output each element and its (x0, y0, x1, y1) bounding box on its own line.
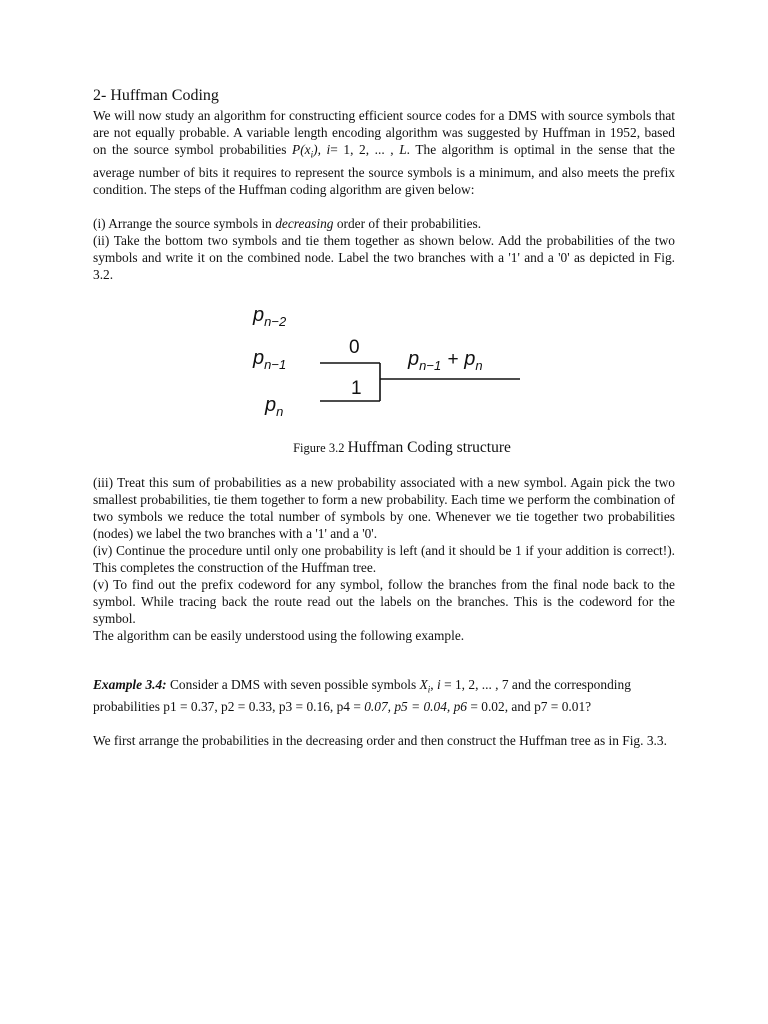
step-4: (iv) Continue the procedure until only one probability is left (and it should be 1 if your addition is correct!). This completes the construction of the Huffman tree. (93, 542, 675, 575)
huffman-figure (93, 293, 675, 443)
branch-0-label: 0 (349, 336, 360, 358)
intro-math-p: P(x (292, 142, 311, 157)
intro-L: L (399, 142, 407, 157)
example-i: i (437, 676, 441, 692)
intro-math-sub: i (310, 149, 314, 160)
example-X-sub: i (427, 684, 431, 695)
intro-text-c: . The algorithm is optimal in the sense that the average number of bits it requires to represent the source symbols is a minimum, and also meets the prefix condition. The steps of the Huffman coding algorithm are given below: (93, 142, 676, 197)
example-p4-values: 0.07, p5 = 0.04, p6 (364, 699, 468, 715)
label-p-n-1: $p_{n-1}$ (253, 346, 287, 372)
intro-text-a: We will now study an algorithm for constructing efficient source codes for a DMS with source symbols that are not equally probable. A variable length encoding algorithm was suggested by Huffman in 1952, based on the source symbol probabilities (93, 108, 675, 157)
example-label: Example 3.4: (93, 676, 167, 692)
intro-text-b: = 1, 2, ... , (330, 142, 400, 157)
combined-node-label: $p_{n-1} + p_n$ (408, 347, 483, 373)
intro-paragraph (93, 107, 675, 198)
step-1-emphasis: decreasing (275, 215, 334, 231)
intro-math-close: ), i (313, 142, 331, 157)
branch-1-label: 1 (351, 377, 362, 399)
step-1-text-a: (i) Arrange the source symbols in (93, 215, 276, 231)
example-X: X (419, 676, 428, 692)
example-text-d: = 0.02, and p7 = 0.01? (467, 699, 592, 715)
intro-math (292, 142, 331, 160)
document-page (93, 86, 675, 749)
step-1-text-b: order of their probabilities. (333, 215, 482, 231)
closing-sentence: The algorithm can be easily understood using the following example. (93, 627, 465, 643)
followup-paragraph: We first arrange the probabilities in the decreasing order and then construct the Huffman tree as in Fig. 3.3. (93, 733, 667, 749)
example-paragraph (93, 676, 675, 716)
step-2: (ii) Take the bottom two symbols and tie them together as shown below. Add the probabilities of the two symbols and write it on the combined node. Label the two branches with a '1' and a '0' as depicted in Fig. 3.2. (93, 232, 675, 282)
step-3: (iii) Treat this sum of probabilities as a new probability associated with a new symbol. Again pick the two smallest probabilities, tie them together to form a new probability. Each time we perform the combination of two symbols we reduce the total number of symbols by one. Whenever we tie together two probabilities (nodes) we label the two branches with a '1' and a '0'. (93, 474, 675, 541)
huffman-structure-diagram (243, 293, 543, 423)
label-p-n: $p_n$ (265, 393, 284, 419)
example-text-c: = 1, 2, ... , 7 and the corresponding probabilities p1 = 0.37, p2 = 0.33, p3 = 0.16, p4 = (93, 676, 631, 715)
example-text-a: Consider a DMS with seven possible symbols (166, 676, 420, 692)
caption-text: Huffman Coding structure (347, 438, 511, 456)
example-text-b: , (430, 676, 437, 692)
step-1 (93, 215, 675, 232)
caption-prefix: Figure 3.2 (293, 440, 348, 455)
step-5: (v) To find out the prefix codeword for any symbol, follow the branches from the final node back to the symbol. While tracing back the route read out the labels on the branches. This is the codeword for the symbol. (93, 576, 675, 626)
section-heading: 2- Huffman Coding (93, 87, 219, 104)
label-p-n-2: $p_{n-2}$ (253, 303, 287, 329)
